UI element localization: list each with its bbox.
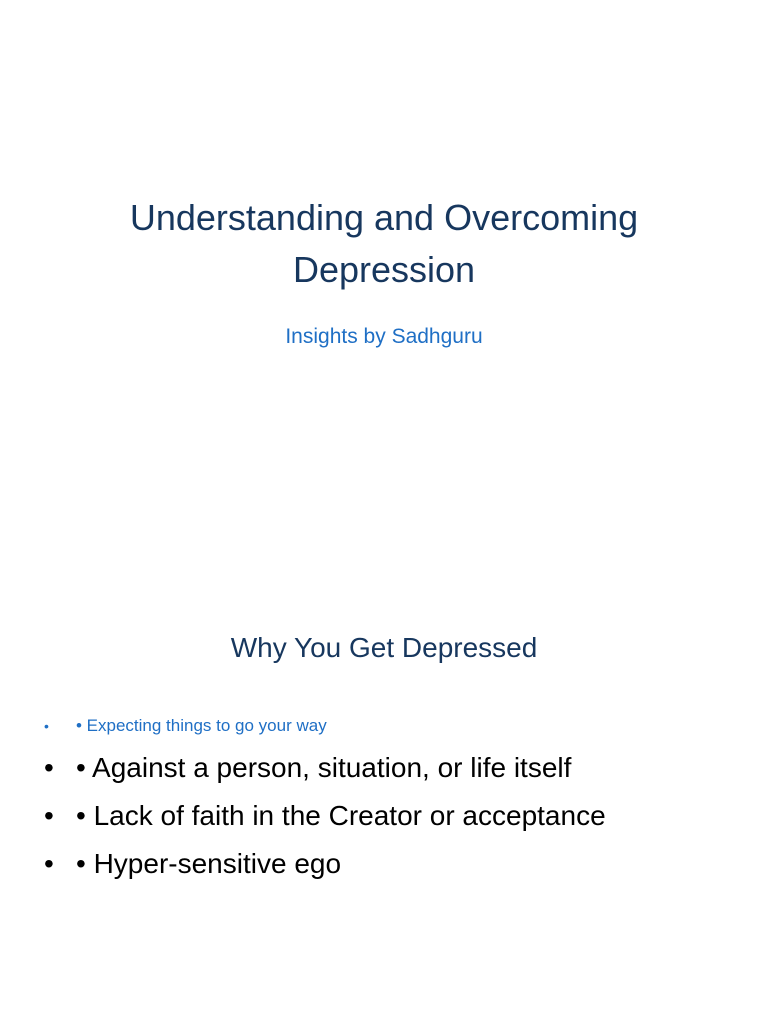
bullet-dot-icon: • [44,718,49,734]
bullet-dot-icon: • [44,848,54,879]
bullet-item-1 [40,710,740,742]
bullet-text-1: • Expecting things to go your way [76,716,327,735]
bullet-item-3 [40,792,740,840]
bullet-text-2: • Against a person, situation, or life itself [76,752,572,783]
content-slide [0,512,768,1024]
slide-title [60,192,708,296]
bullet-list [40,710,740,888]
slide-title-line-2: Depression [292,249,476,290]
slide-title-line-1: Understanding and Overcoming [129,197,639,238]
bullet-dot-icon: • [44,752,54,783]
content-slide-heading: Why You Get Depressed [230,632,538,663]
bullet-item-2 [40,744,740,792]
bullet-text-3: • Lack of faith in the Creator or acceptance [76,800,606,831]
bullet-item-4 [40,840,740,888]
bullet-dot-icon: • [44,800,54,831]
slide-subtitle: Insights by Sadhguru [285,325,483,348]
bullet-text-4: • Hyper-sensitive ego [76,848,342,879]
